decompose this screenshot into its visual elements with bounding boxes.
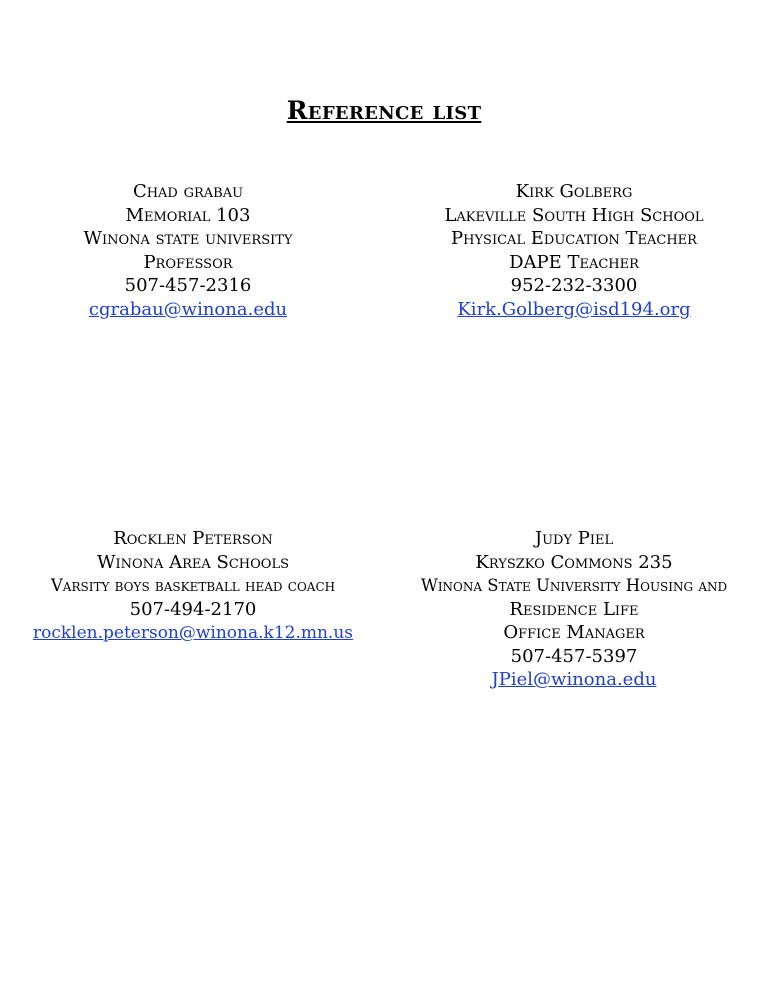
reference-name: Chad grabau (132, 181, 244, 202)
reference-detail-line: Winona State University Housing and (420, 576, 728, 595)
reference-detail-line: Memorial 103 (125, 204, 251, 226)
reference-email-link[interactable]: JPiel@winona.edu (491, 669, 657, 690)
reference-detail-line: Winona Area Schools (96, 551, 289, 573)
reference-card (418, 180, 730, 321)
reference-email-link[interactable]: rocklen.peterson@winona.k12.mn.us (32, 623, 354, 643)
page-title: Reference list (286, 96, 482, 125)
reference-detail-line: Lakeville South High School (444, 204, 704, 226)
reference-card (28, 527, 358, 646)
reference-name: Rocklen Peterson (113, 528, 273, 549)
reference-detail-line: Kryszko Commons 235 (475, 551, 673, 573)
reference-card (28, 180, 348, 321)
reference-email-link[interactable]: cgrabau@winona.edu (88, 298, 288, 320)
reference-phone: 507-494-2170 (129, 598, 257, 620)
reference-detail-line: Physical Education Teacher (451, 228, 697, 249)
reference-detail-line: Professor (143, 251, 233, 273)
reference-phone: 952-232-3300 (510, 275, 638, 296)
reference-detail-line: Residence Life (509, 598, 639, 620)
reference-detail-line: DAPE Teacher (509, 251, 639, 273)
reference-detail-line: Office Manager (503, 622, 645, 643)
reference-phone: 507-457-2316 (124, 275, 252, 296)
reference-detail-line: Varsity boys basketball head coach (50, 576, 336, 595)
reference-detail-line: Winona state university (83, 228, 293, 249)
reference-email-link[interactable]: Kirk.Golberg@isd194.org (457, 298, 691, 320)
reference-name: Judy Piel (534, 528, 614, 549)
reference-phone: 507-457-5397 (510, 645, 638, 667)
reference-card (400, 527, 748, 692)
reference-name: Kirk Golberg (515, 181, 633, 202)
